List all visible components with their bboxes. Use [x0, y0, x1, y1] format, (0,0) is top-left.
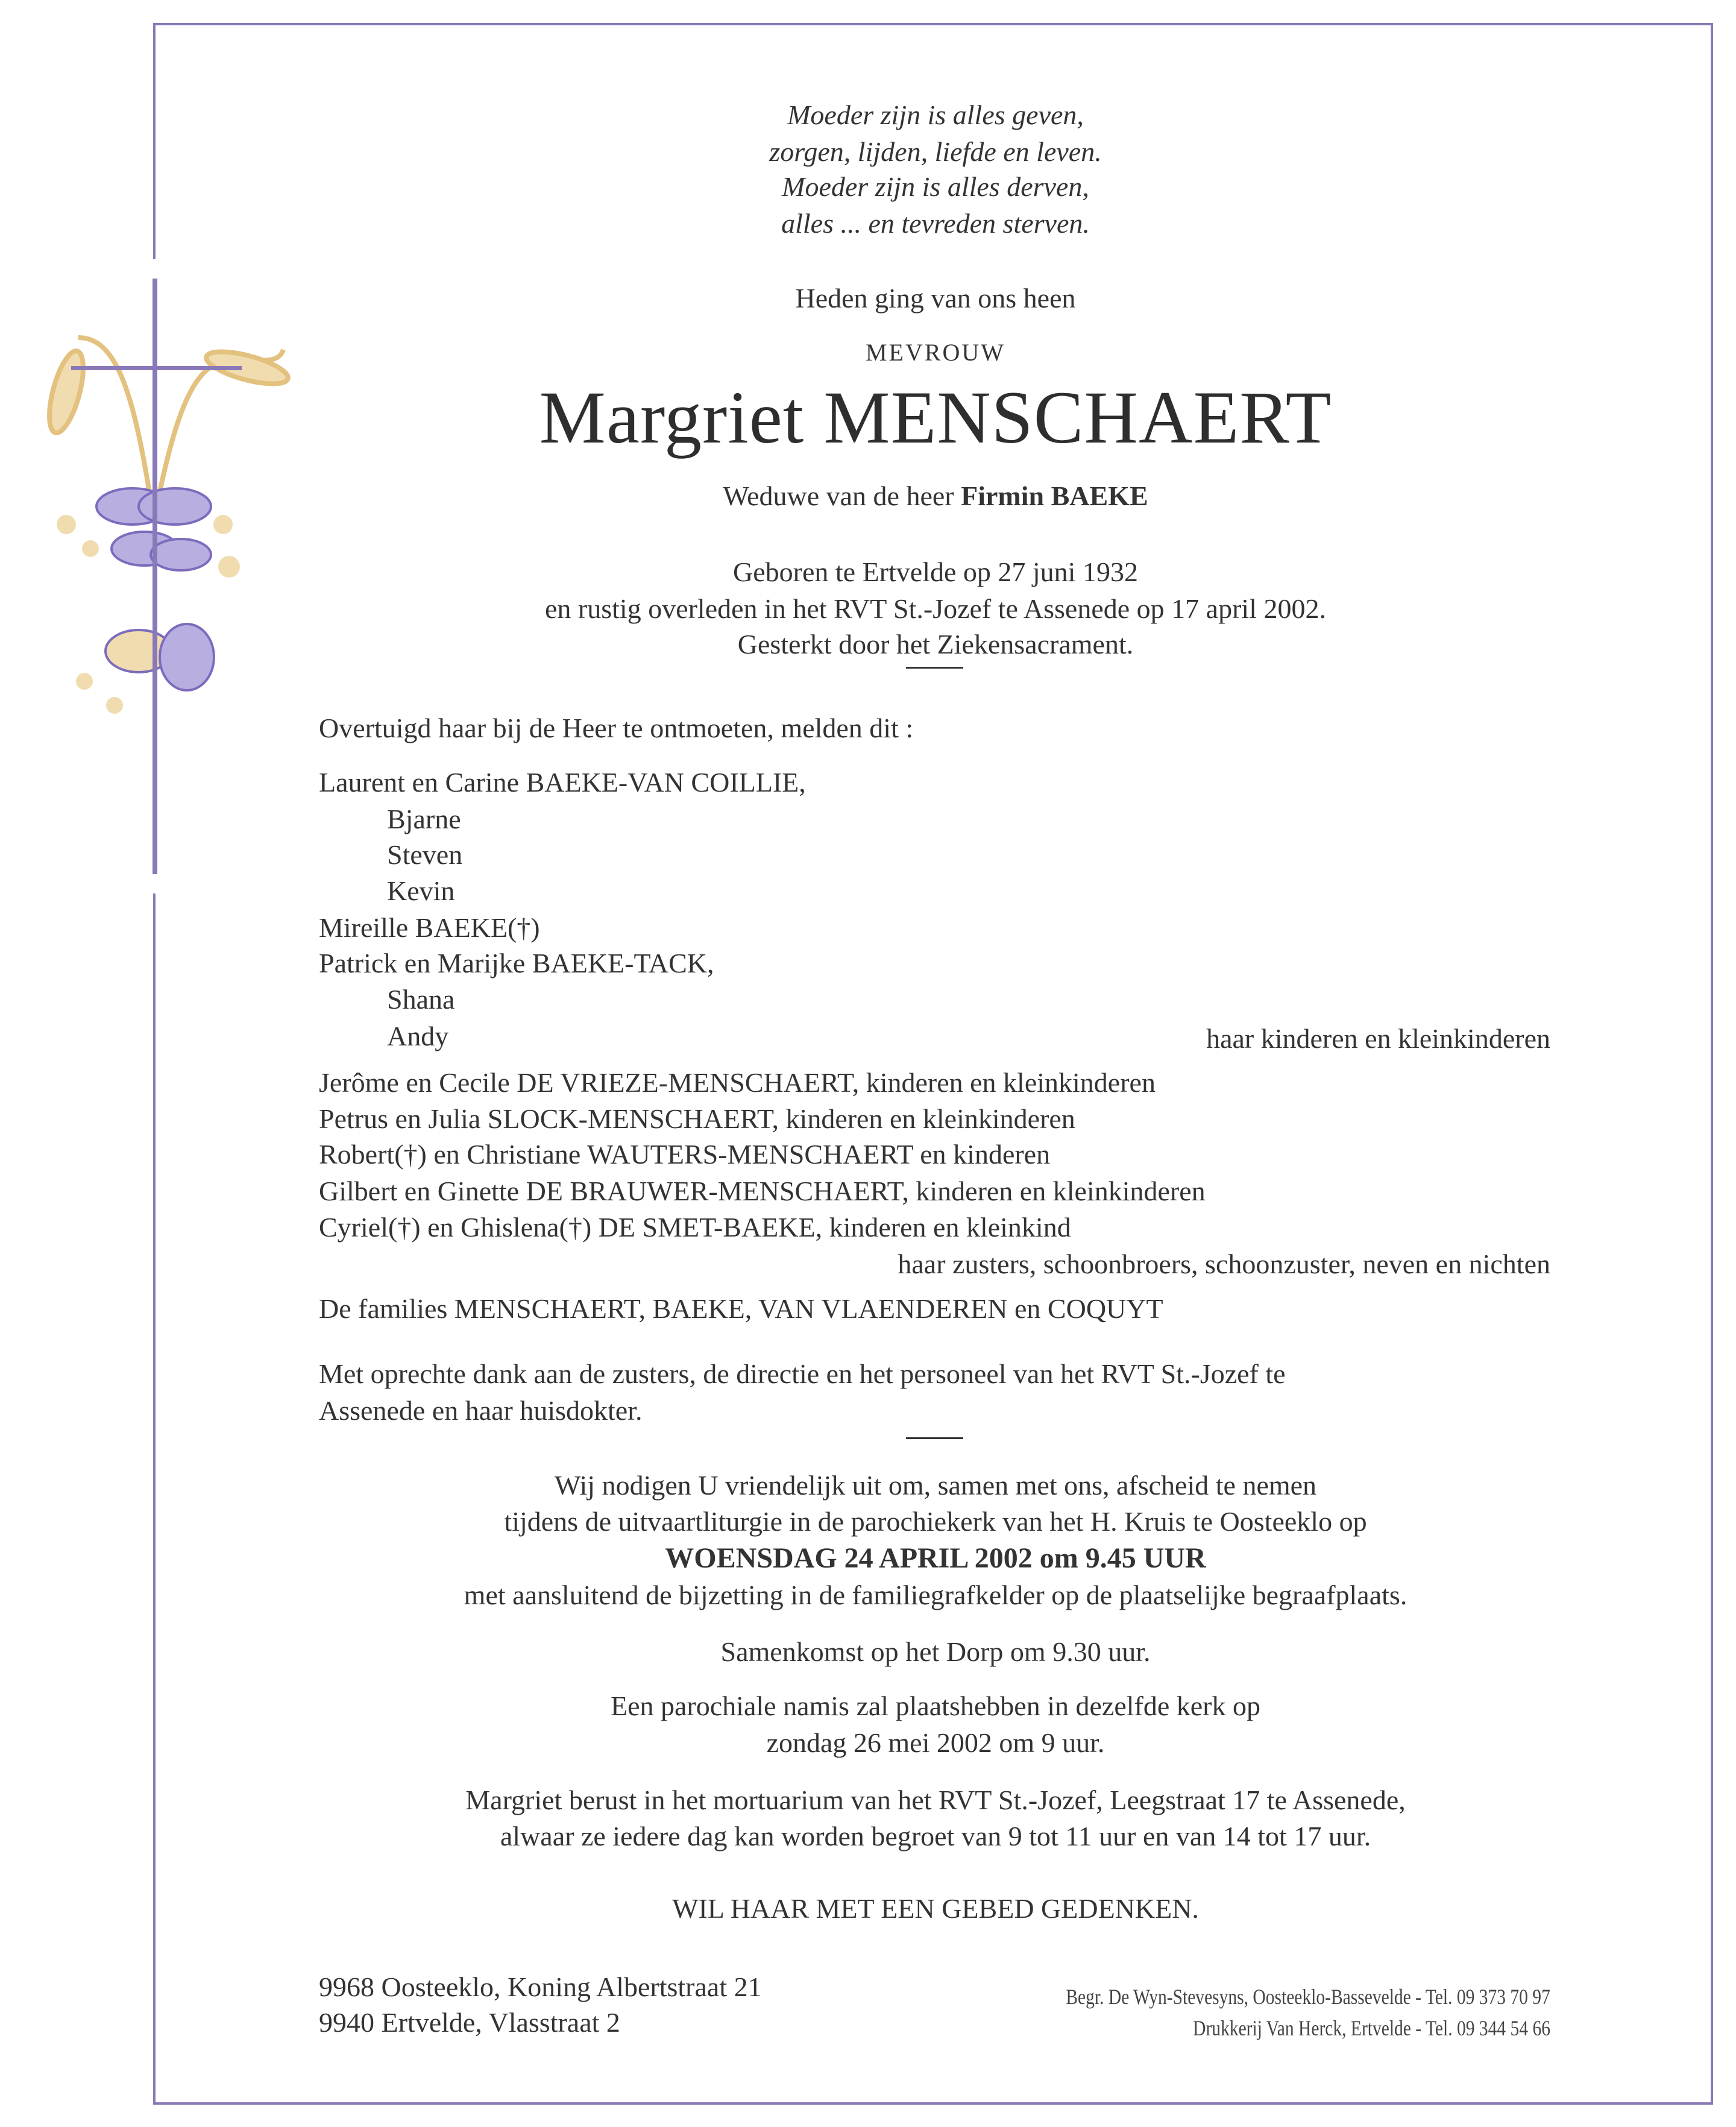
intro: Heden ging van ons heen — [795, 283, 1076, 314]
widow-line — [0, 478, 1736, 514]
family-line: Robert(†) en Christiane WAUTERS-MENSCHAERT en kinderen — [319, 1139, 1051, 1170]
announcement: Overtuigd haar bij de Heer te ontmoeten, melden dit : — [319, 713, 914, 743]
invite-line: tijdens de uitvaartliturgie in de parochiekerk van het H. Kruis te Oosteeklo op — [504, 1506, 1367, 1537]
family-line: Laurent en Carine BAEKE-VAN COILLIE, — [319, 767, 806, 798]
poem-line: Moeder zijn is alles derven, — [782, 171, 1089, 202]
family-line: Cyriel(†) en Ghislena(†) DE SMET-BAEKE, kinderen en kleinkind — [319, 1212, 1071, 1243]
family-line: Shana — [387, 984, 455, 1015]
credit: Drukkerij Van Herck, Ertvelde - Tel. 09 344 54 66 — [1193, 2016, 1550, 2040]
sacrament: Gesterkt door het Ziekensacrament. — [737, 629, 1134, 660]
burial: met aansluitend de bijzetting in de familiegrafkelder op de plaatselijke begraafplaats. — [464, 1580, 1407, 1610]
died: en rustig overleden in het RVT St.-Jozef te Assenede op 17 april 2002. — [545, 593, 1326, 624]
thanks-line: Assenede en haar huisdokter. — [319, 1395, 643, 1426]
family-line: De families MENSCHAERT, BAEKE, VAN VLAENDEREN en COQUYT — [319, 1293, 1163, 1324]
poem-line: Moeder zijn is alles geven, — [787, 99, 1084, 130]
poem-line: zorgen, lijden, liefde en leven. — [769, 136, 1102, 167]
funeral-date-text: WOENSDAG 24 APRIL 2002 om 9.45 UUR — [665, 1542, 1206, 1574]
invite-line: Wij nodigen U vriendelijk uit om, samen met ons, afscheid te nemen — [554, 1470, 1317, 1501]
frame-top — [153, 23, 1713, 25]
funeral-date — [0, 1540, 1736, 1577]
poem-line: alles ... en tevreden sterven. — [781, 208, 1090, 239]
mass-line: zondag 26 mei 2002 om 9 uur. — [766, 1727, 1105, 1758]
deceased-name: Margriet MENSCHAERT — [539, 376, 1332, 459]
mass-line: Een parochiale namis zal plaatshebben in dezelfde kerk op — [611, 1691, 1260, 1721]
credit: Begr. De Wyn-Stevesyns, Oosteeklo-Bassevelde - Tel. 09 373 70 97 — [1066, 1985, 1550, 2009]
frame-bottom — [153, 2102, 1713, 2105]
family-line: Jerôme en Cecile DE VRIEZE-MENSCHAERT, kinderen en kleinkinderen — [319, 1067, 1156, 1098]
salutation: MEVROUW — [865, 339, 1006, 366]
born: Geboren te Ertvelde op 27 juni 1932 — [733, 556, 1138, 587]
divider — [906, 1437, 963, 1439]
family-line: Petrus en Julia SLOCK-MENSCHAERT, kinderen en kleinkinderen — [319, 1103, 1075, 1134]
family-line: Kevin — [387, 875, 455, 906]
mortuary-line: Margriet berust in het mortuarium van het RVT St.-Jozef, Leegstraat 17 te Assenede, — [465, 1785, 1406, 1815]
family-relation: haar kinderen en kleinkinderen — [1206, 1023, 1550, 1054]
family-line: Bjarne — [387, 804, 461, 834]
thanks-line: Met oprechte dank aan de zusters, de directie en het personeel van het RVT St.-Jozef te — [319, 1358, 1286, 1389]
widow-name: Firmin BAEKE — [961, 481, 1148, 511]
address: 9968 Oosteeklo, Koning Albertstraat 21 — [319, 1971, 762, 2002]
mortuary-line: alwaar ze iedere dag kan worden begroet van 9 tot 11 uur en van 14 tot 17 uur. — [500, 1821, 1371, 1851]
widow-prefix: Weduwe van de heer — [723, 481, 954, 511]
family-line: Mireille BAEKE(†) — [319, 912, 540, 943]
family-line: Steven — [387, 839, 463, 870]
family-relation: haar zusters, schoonbroers, schoonzuster, neven en nichten — [898, 1249, 1550, 1279]
prayer: WIL HAAR MET EEN GEBED GEDENKEN. — [672, 1893, 1199, 1924]
gathering: Samenkomst op het Dorp om 9.30 uur. — [720, 1636, 1151, 1667]
divider — [906, 667, 963, 669]
family-line: Andy — [387, 1021, 449, 1051]
family-line: Gilbert en Ginette DE BRAUWER-MENSCHAERT, kinderen en kleinkinderen — [319, 1176, 1206, 1206]
family-line: Patrick en Marijke BAEKE-TACK, — [319, 948, 714, 978]
address: 9940 Ertvelde, Vlasstraat 2 — [319, 2007, 620, 2038]
